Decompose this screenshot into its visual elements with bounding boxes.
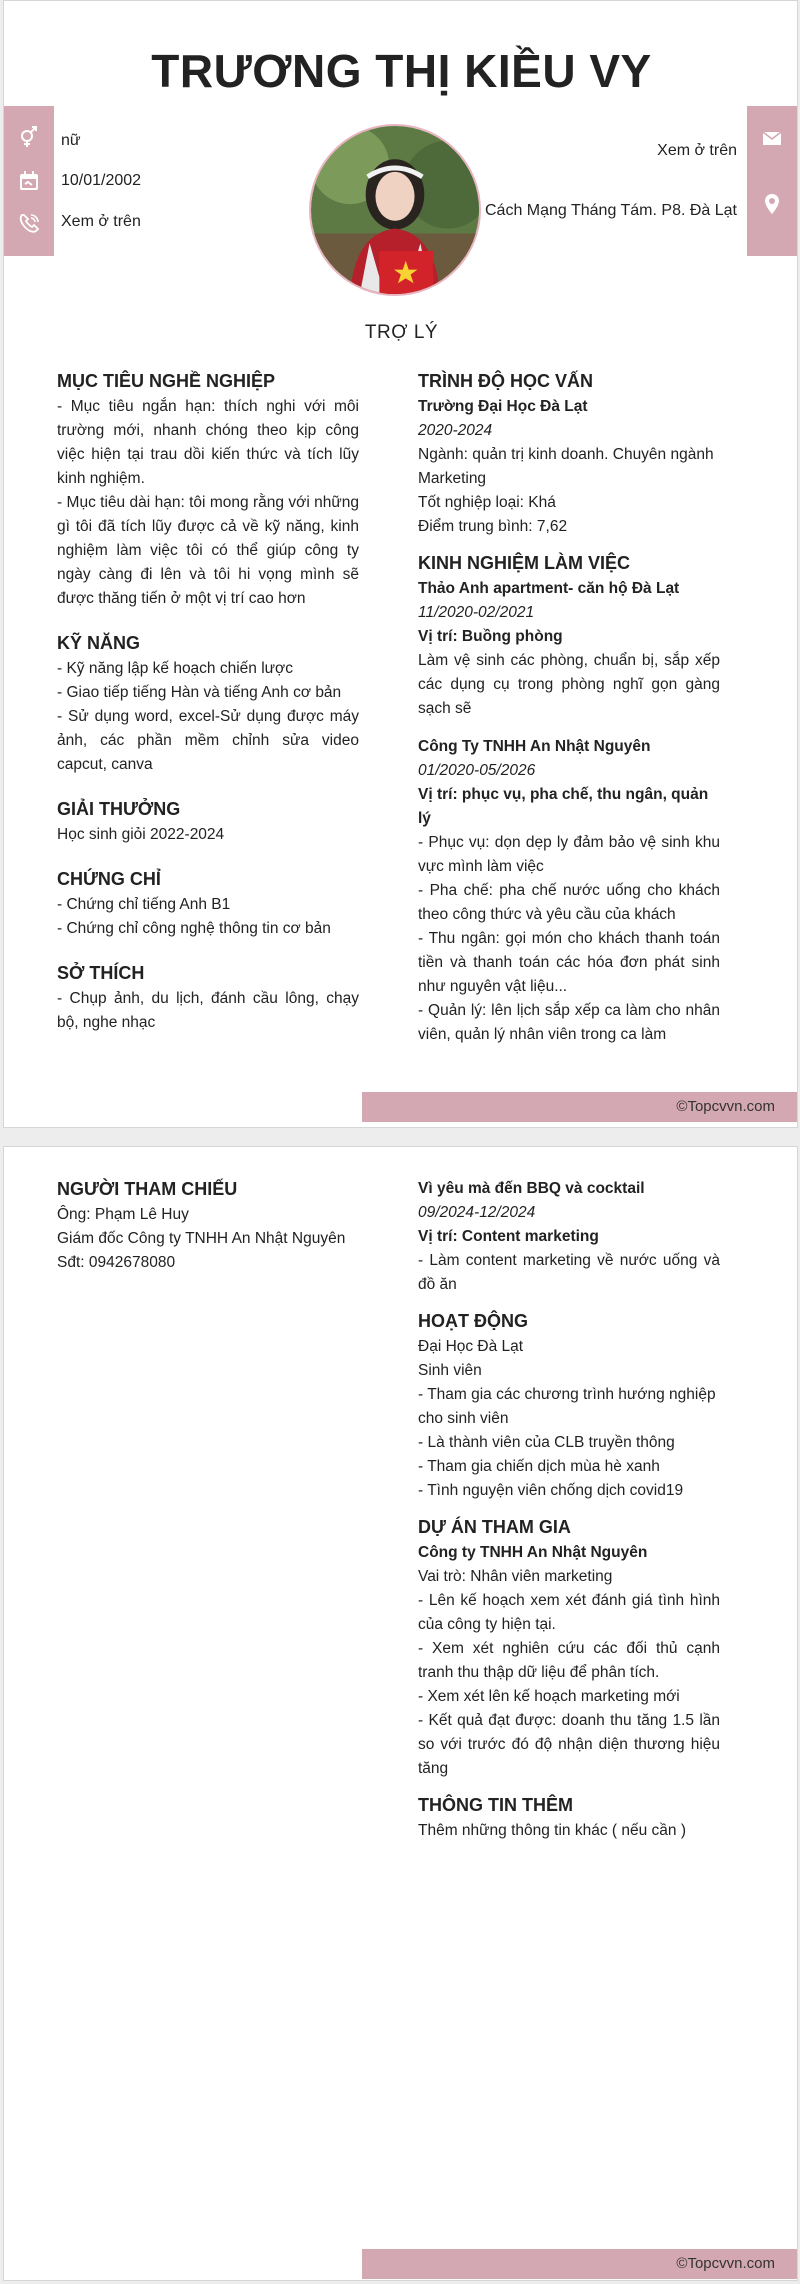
more-info-line: Thêm những thông tin khác ( nếu cần ) [418, 1822, 687, 1839]
project-line: Vai trò: Nhân viên marketing [418, 1568, 613, 1585]
education-period: 2020-2024 [418, 422, 493, 439]
activity-line: Sinh viên [418, 1362, 482, 1379]
school-name: Trường Đại Học Đà Lạt [418, 398, 588, 415]
certificates-title: CHỨNG CHỈ [57, 869, 161, 889]
project-line: - Lên kế hoạch xem xét đánh giá tình hình của công ty hiện tại. [418, 1592, 720, 1633]
experience-title: KINH NGHIỆM LÀM VIỆC [418, 553, 631, 573]
job-detail: Làm vệ sinh các phòng, chuẩn bị, sắp xếp các dụng cụ trong phòng nghĩ gọn gàng sạch sẽ [418, 652, 720, 717]
location-icon [760, 192, 784, 216]
job-role: Vị trí: Content marketing [418, 1228, 599, 1245]
project-line: - Kết quả đạt được: doanh thu tăng 1.5 lần so với trước đó độ nhận diện thương hiệu tăng [418, 1712, 720, 1777]
projects-title: DỰ ÁN THAM GIA [418, 1517, 571, 1537]
activity-line: - Tình nguyện viên chống dịch covid19 [418, 1482, 684, 1499]
job-detail: - Làm content marketing về nước uống và đồ ăn [418, 1252, 720, 1293]
avatar [309, 124, 481, 296]
activity-line: - Tham gia các chương trình hướng nghiệp cho sinh viên [418, 1386, 716, 1427]
skill-item: - Giao tiếp tiếng Hàn và tiếng Anh cơ bản [57, 684, 342, 701]
reference-title: NGƯỜI THAM CHIẾU [57, 1179, 238, 1199]
calendar-icon [17, 169, 41, 193]
objective-line: - Mục tiêu ngắn hạn: thích nghi với môi trường mới, nhanh chóng theo kịp công việc hiện tại trau dồi kiến thức và tích lũy kinh nghiệm. [57, 398, 359, 487]
education-title: TRÌNH ĐỘ HỌC VẤN [418, 371, 593, 391]
left-column-page1 [57, 369, 359, 1035]
footer-watermark: ©Topcvvn.com [362, 1092, 797, 1122]
award-item: Học sinh giỏi 2022-2024 [57, 826, 225, 843]
activities-title: HOẠT ĐỘNG [418, 1311, 528, 1331]
gender-icon [17, 126, 41, 150]
activity-line: - Tham gia chiến dịch mùa hè xanh [418, 1458, 660, 1475]
birthdate-value: 10/01/2002 [61, 172, 142, 189]
skills-title: KỸ NĂNG [57, 633, 141, 653]
footer-watermark: ©Topcvvn.com [362, 2249, 797, 2279]
education-line: Điểm trung bình: 7,62 [418, 518, 568, 535]
skill-item: - Sử dụng word, excel-Sử dụng được máy ảnh, các phần mềm chỉnh sửa video capcut, canva [57, 708, 359, 773]
project-line: - Xem xét nghiên cứu các đối thủ cạnh tranh thu thập dữ liệu để phân tích. [418, 1640, 720, 1681]
contact-band-left [4, 106, 54, 256]
job-detail: - Quản lý: lên lịch sắp xếp ca làm cho nhân viên, quản lý nhân viên trong ca làm [418, 1002, 720, 1043]
awards-title: GIẢI THƯỞNG [57, 799, 181, 819]
job-period: 11/2020-02/2021 [418, 604, 535, 621]
certificate-item: - Chứng chỉ tiếng Anh B1 [57, 896, 231, 913]
left-column-page2 [57, 1177, 359, 1275]
job-detail: - Phục vụ: dọn dẹp ly đảm bảo vệ sinh khu vực mình làm việc [418, 834, 720, 875]
certificate-item: - Chứng chỉ công nghệ thông tin cơ bản [57, 920, 331, 937]
objective-title: MỤC TIÊU NGHỀ NGHIỆP [57, 371, 276, 391]
position-title: TRỢ LÝ [364, 322, 439, 343]
right-column-page1 [418, 369, 720, 1047]
cv-page-2 [3, 1146, 798, 2281]
activity-line: - Là thành viên của CLB truyền thông [418, 1434, 675, 1451]
address-value: Cách Mạng Tháng Tám. P8. Đà Lạt [485, 202, 737, 219]
reference-line: Ông: Phạm Lê Huy [57, 1206, 189, 1223]
phone-value: Xem ở trên [61, 213, 141, 230]
email-icon [760, 126, 784, 150]
skill-item: - Kỹ năng lập kế hoạch chiến lược [57, 660, 293, 677]
cv-page-1 [3, 0, 798, 1128]
project-company: Công ty TNHH An Nhật Nguyên [418, 1544, 648, 1561]
job-company: Công Ty TNHH An Nhật Nguyên [418, 738, 651, 755]
job-role: Vị trí: Buồng phòng [418, 628, 563, 645]
reference-line: Sđt: 0942678080 [57, 1254, 176, 1271]
phone-icon [17, 212, 41, 236]
hobbies-title: SỞ THÍCH [57, 963, 145, 983]
job-company: Thảo Anh apartment- căn hộ Đà Lạt [418, 580, 680, 597]
education-line: Tốt nghiệp loại: Khá [418, 494, 556, 511]
objective-line: - Mục tiêu dài hạn: tôi mong rằng với những gì tôi đã tích lũy được cả về kỹ năng, kinh nghiệm làm việc tôi có thể giúp công ty ngày càng đi lên và tôi hi vọng mình sẽ được thăng tiến ở một vị trí cao hơn [57, 494, 359, 607]
job-company: Vì yêu mà đến BBQ và cocktail [418, 1180, 645, 1197]
job-period: 01/2020-05/2026 [418, 762, 536, 779]
gender-value: nữ [61, 132, 81, 149]
right-column-page2 [418, 1177, 720, 1843]
reference-line: Giám đốc Công ty TNHH An Nhật Nguyên [57, 1230, 346, 1247]
email-value: Xem ở trên [657, 142, 737, 159]
job-detail: - Thu ngân: gọi món cho khách thanh toán tiền và thanh toán các hóa đơn phát sinh như nguyên vật liệu... [418, 930, 720, 995]
activity-line: Đại Học Đà Lạt [418, 1338, 524, 1355]
contact-band-right [747, 106, 797, 256]
candidate-name: TRƯƠNG THỊ KIỀU VY [151, 45, 652, 97]
hobby-item: - Chụp ảnh, du lịch, đánh cầu lông, chạy bộ, nghe nhạc [57, 990, 359, 1031]
project-line: - Xem xét lên kế hoạch marketing mới [418, 1688, 680, 1705]
education-line: Ngành: quản trị kinh doanh. Chuyên ngành Marketing [418, 446, 714, 487]
job-role: Vị trí: phục vụ, pha chế, thu ngân, quản lý [418, 786, 709, 827]
job-period: 09/2024-12/2024 [418, 1204, 536, 1221]
more-info-title: THÔNG TIN THÊM [418, 1795, 573, 1815]
job-detail: - Pha chế: pha chế nước uống cho khách theo công thức và yêu cầu của khách [418, 882, 720, 923]
